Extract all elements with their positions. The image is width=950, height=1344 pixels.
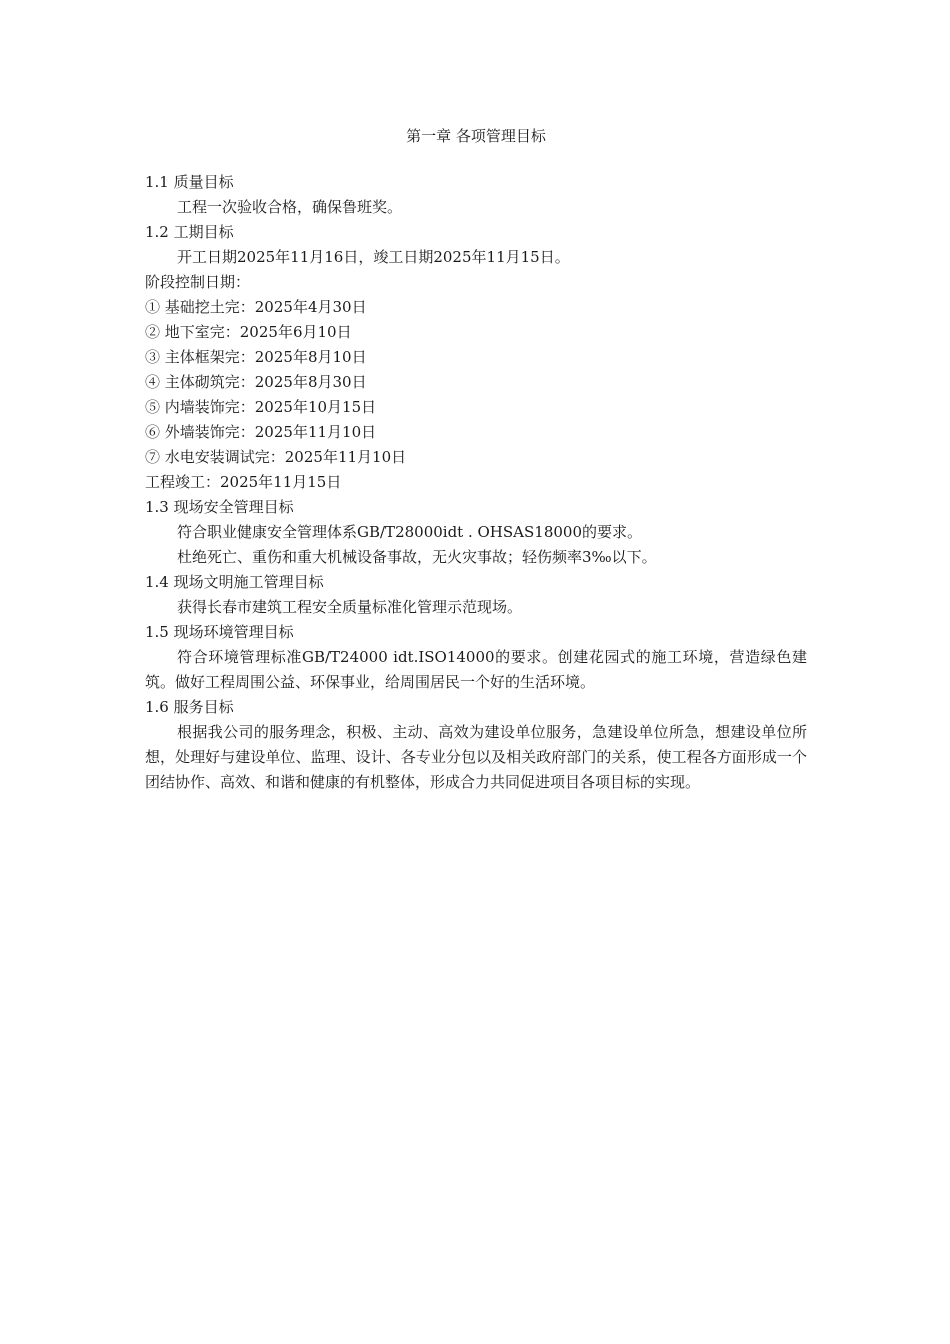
stage-item: ⑦ 水电安装调试完：2025年11月10日 <box>145 448 407 466</box>
document-page <box>145 122 807 795</box>
stage-item: ③ 主体框架完：2025年8月10日 <box>145 348 367 366</box>
service-text: 根据我公司的服务理念，积极、主动、高效为建设单位服务，急建设单位所急，想建设单位所想，处理好与建设单位、监理、设计、各专业分包以及相关政府部门的关系，使工程各方面形成一个团结协作、高效、和谐和健康的有机整体，形成合力共同促进项目各项目标的实现。 <box>145 723 807 791</box>
section-heading-quality: 1.1 质量目标 <box>145 173 234 191</box>
section-heading-environment: 1.5 现场环境管理目标 <box>145 623 294 641</box>
chapter-title: 第一章 各项管理目标 <box>406 127 546 145</box>
schedule-text: 开工日期2025年11月16日，竣工日期2025年11月15日。 <box>177 248 570 266</box>
stage-item: ⑤ 内墙装饰完：2025年10月15日 <box>145 398 377 416</box>
section-heading-civilized: 1.4 现场文明施工管理目标 <box>145 573 324 591</box>
environment-text: 符合环境管理标准GB/T24000 idt.ISO14000的要求。创建花园式的施工环境，营造绿色建筑。做好工程周围公益、环保事业，给周围居民一个好的生活环境。 <box>145 648 807 691</box>
safety-text: 符合职业健康安全管理体系GB/T28000idt . OHSAS18000的要求。 <box>177 523 642 541</box>
stage-item: ② 地下室完：2025年6月10日 <box>145 323 352 341</box>
safety-text: 杜绝死亡、重伤和重大机械设备事故，无火灾事故；轻伤频率3‰以下。 <box>177 548 657 566</box>
quality-text: 工程一次验收合格，确保鲁班奖。 <box>177 198 403 216</box>
civilized-text: 获得长春市建筑工程安全质量标准化管理示范现场。 <box>177 598 523 616</box>
section-heading-schedule: 1.2 工期目标 <box>145 223 234 241</box>
section-heading-safety: 1.3 现场安全管理目标 <box>145 498 294 516</box>
stage-item: ⑥ 外墙装饰完：2025年11月10日 <box>145 423 377 441</box>
completion-date: 工程竣工：2025年11月15日 <box>145 473 342 491</box>
stage-label: 阶段控制日期： <box>145 273 251 291</box>
section-heading-service: 1.6 服务目标 <box>145 698 234 716</box>
stage-item: ④ 主体砌筑完：2025年8月30日 <box>145 373 367 391</box>
stage-item: ① 基础挖土完：2025年4月30日 <box>145 298 367 316</box>
